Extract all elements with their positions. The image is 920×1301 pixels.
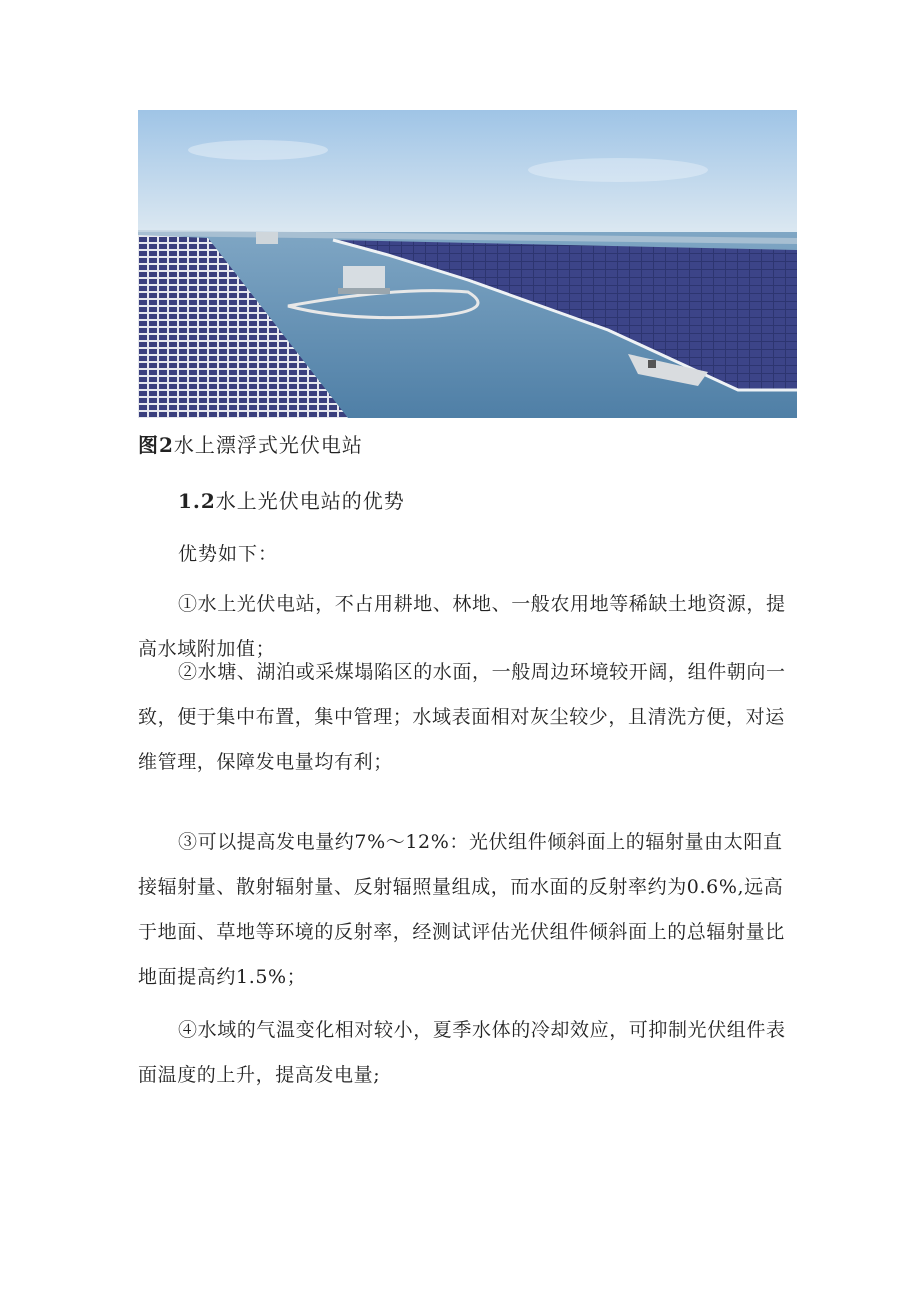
figure-caption-text: 水上漂浮式光伏电站 (173, 433, 363, 457)
floating-solar-photo (138, 110, 797, 418)
advantage-paragraph-4: ④水域的气温变化相对较小，夏季水体的冷却效应，可抑制光伏组件表面温度的上升，提高发电量; (138, 1019, 786, 1086)
advantage-paragraph-2: ②水塘、湖泊或采煤塌陷区的水面，一般周边环境较开阔，组件朝向一致，便于集中布置，集中管理；水域表面相对灰尘较少，且清洗方便，对运维管理，保障发电量均有利； (138, 661, 786, 773)
advantage-paragraph-1: ①水上光伏电站，不占用耕地、林地、一般农用地等稀缺土地资源，提高水域附加值； (138, 593, 786, 660)
figure-caption (138, 429, 363, 461)
section-number: 1.2 (178, 489, 216, 513)
lead-text: 优势如下： (178, 543, 279, 565)
figure-number: 图2 (138, 433, 174, 457)
section-heading (178, 485, 405, 517)
advantage-paragraph-3: ③可以提高发电量约7%～12%：光伏组件倾斜面上的辐射量由太阳直接辐射量、散射辐射量、反射辐照量组成，而水面的反射率约为0.6%,远高于地面、草地等环境的反射率，经测试评估光伏组件倾斜面上的总辐射量比地面提高约1.5%； (138, 831, 785, 988)
section-title: 水上光伏电站的优势 (215, 489, 405, 513)
